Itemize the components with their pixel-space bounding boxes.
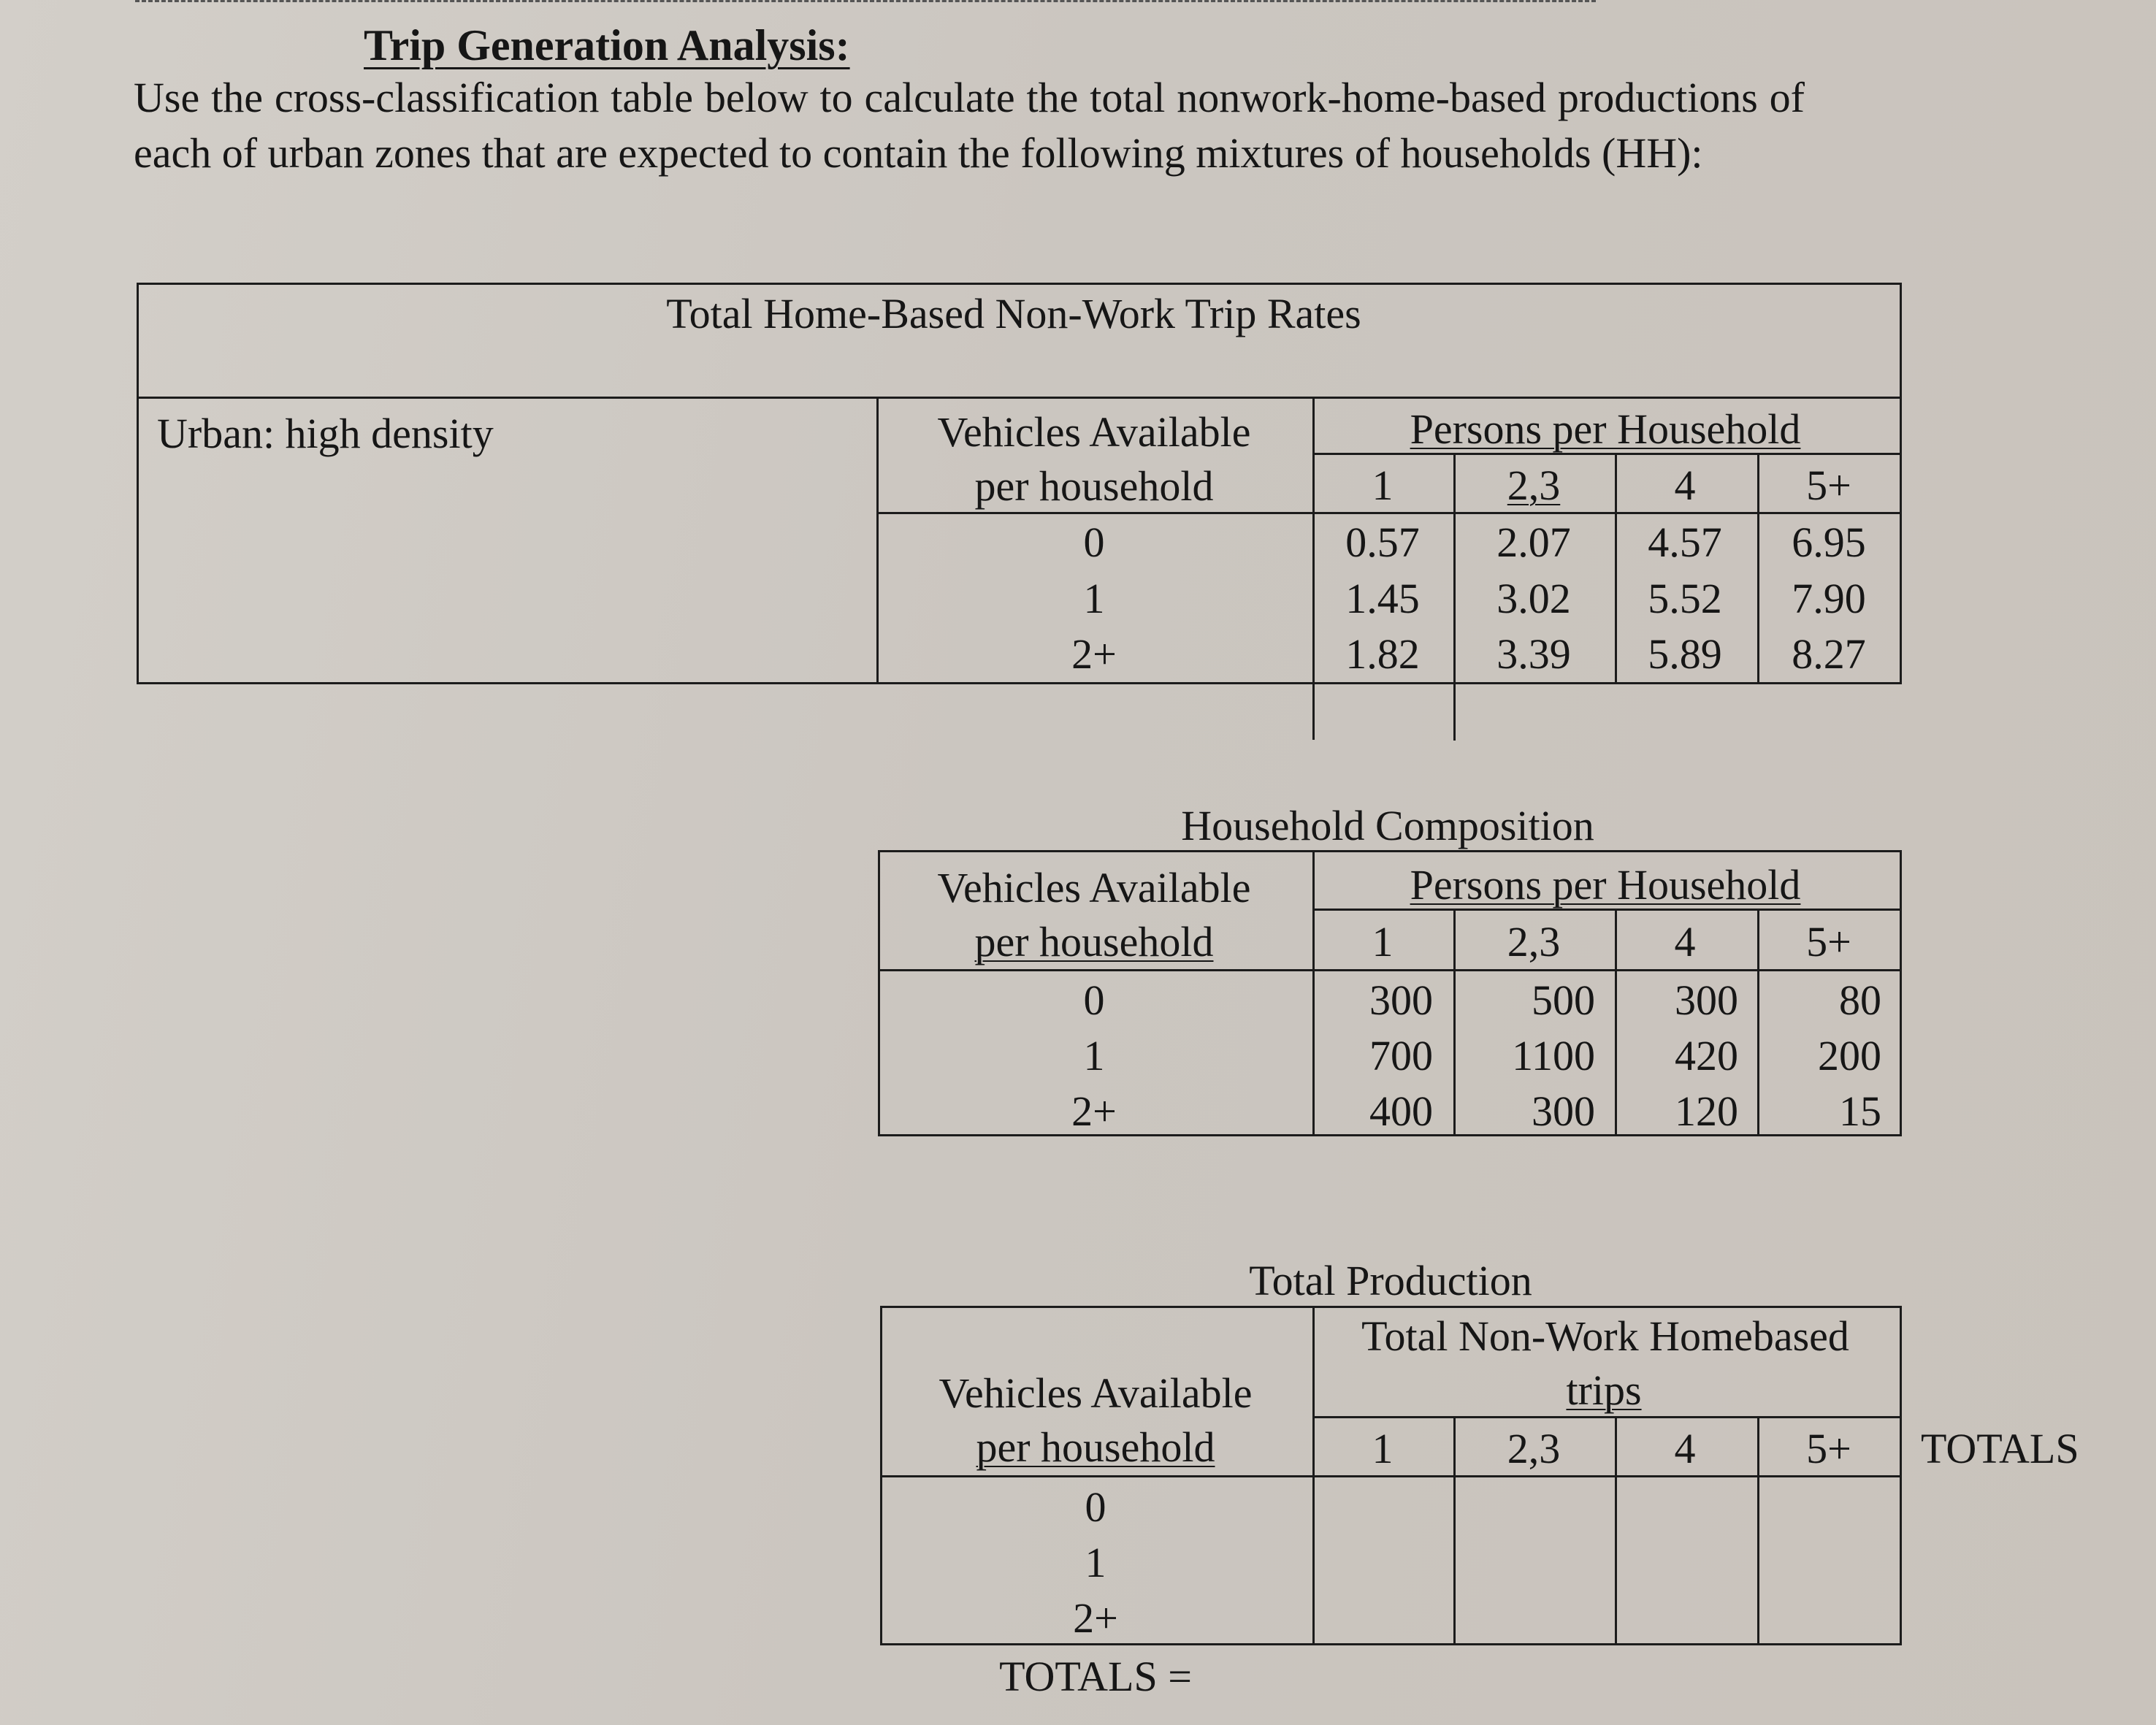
- rates-vehicles-header: Vehicles Available: [937, 408, 1251, 456]
- composition-vehicles-header: Vehicles Available: [937, 864, 1251, 911]
- rates-col-divider-3: [1757, 453, 1759, 682]
- production-row-label: 1: [1085, 1539, 1106, 1586]
- composition-header-divider: [878, 969, 1902, 971]
- composition-row-label: 1: [1083, 1032, 1105, 1079]
- composition-vehicles-subheader: per household: [974, 918, 1214, 965]
- production-totals-row-label: TOTALS =: [999, 1653, 1192, 1700]
- rates-col-header: 4: [1674, 462, 1696, 509]
- composition-border-top: [878, 850, 1902, 852]
- production-row-label: 2+: [1073, 1594, 1118, 1642]
- rates-persons-left-divider: [1312, 397, 1315, 740]
- rates-cell: 5.89: [1648, 630, 1722, 678]
- rates-cell: 8.27: [1792, 630, 1866, 678]
- composition-cell: 300: [1675, 976, 1738, 1024]
- composition-col-divider-3: [1757, 909, 1759, 1136]
- composition-cell: 80: [1839, 976, 1881, 1024]
- composition-vehicles-divider: [1312, 850, 1315, 1136]
- composition-cell: 300: [1369, 976, 1433, 1024]
- rates-col-header: 5+: [1806, 462, 1851, 509]
- production-border-bottom: [880, 1643, 1902, 1645]
- composition-border-left: [878, 850, 880, 1136]
- top-dashed-rule: [135, 0, 1596, 4]
- composition-cell: 120: [1675, 1087, 1738, 1135]
- composition-col-header: 5+: [1806, 918, 1851, 965]
- rates-cell: 2.07: [1496, 519, 1571, 566]
- rates-cell: 7.90: [1792, 575, 1866, 622]
- rates-vehicles-subheader: per household: [974, 462, 1214, 510]
- production-vehicles-subheader: per household: [976, 1423, 1215, 1471]
- rates-cell: 4.57: [1648, 519, 1722, 566]
- composition-cell: 700: [1369, 1032, 1433, 1079]
- rates-col-divider-2: [1615, 453, 1617, 682]
- composition-table-title: Household Composition: [1181, 802, 1594, 849]
- composition-cell: 300: [1532, 1087, 1595, 1135]
- composition-cell: 400: [1369, 1087, 1433, 1135]
- production-vehicles-divider: [1312, 1306, 1315, 1645]
- rates-border-top: [137, 283, 1902, 285]
- rates-row-label: 1: [1083, 575, 1105, 622]
- rates-table-title: Total Home-Based Non-Work Trip Rates: [666, 290, 1361, 337]
- rates-border-left: [137, 283, 139, 684]
- production-border-top: [880, 1306, 1902, 1308]
- rates-cell: 1.45: [1345, 575, 1420, 622]
- production-col-header: 5+: [1806, 1425, 1851, 1472]
- rates-col-header: 1: [1372, 462, 1394, 509]
- production-col-divider-1: [1453, 1416, 1456, 1645]
- rates-persons-header: Persons per Household: [1410, 405, 1801, 453]
- rates-cell: 5.52: [1648, 575, 1722, 622]
- production-trips-header: Total Non-Work Homebased: [1361, 1312, 1849, 1360]
- intro-paragraph: Use the cross-classification table below to calculate the total nonwork-home-based productions of each of urban zones that are expected to contain the following mixtures of households (HH):: [134, 74, 1805, 177]
- composition-cell: 500: [1532, 976, 1595, 1024]
- production-trips-subheader: trips: [1566, 1366, 1642, 1414]
- page-title: Trip Generation Analysis:: [364, 21, 850, 69]
- rates-area-label: Urban: high density: [157, 410, 494, 457]
- composition-row-label: 2+: [1071, 1087, 1117, 1135]
- rates-border-right: [1900, 283, 1902, 684]
- composition-persons-divider: [1312, 909, 1902, 911]
- composition-cell: 1100: [1512, 1032, 1595, 1079]
- rates-cell: 0.57: [1345, 519, 1420, 566]
- composition-col-header: 1: [1372, 918, 1394, 965]
- composition-col-header: 4: [1674, 918, 1696, 965]
- rates-title-divider: [137, 397, 1902, 399]
- rates-cell: 3.39: [1496, 630, 1571, 678]
- rates-cell: 3.02: [1496, 575, 1571, 622]
- production-totals-column-label: TOTALS: [1921, 1425, 2079, 1472]
- rates-border-bottom: [137, 682, 1902, 684]
- rates-row-label: 0: [1083, 519, 1105, 566]
- composition-col-divider-2: [1615, 909, 1617, 1136]
- composition-cell: 420: [1675, 1032, 1738, 1079]
- composition-cell: 15: [1839, 1087, 1881, 1135]
- production-col-divider-2: [1615, 1416, 1617, 1645]
- composition-row-label: 0: [1083, 976, 1105, 1024]
- production-col-header: 1: [1372, 1425, 1394, 1472]
- production-col-divider-3: [1757, 1416, 1759, 1645]
- production-table-title: Total Production: [1249, 1257, 1532, 1304]
- production-header-divider: [880, 1475, 1902, 1477]
- rates-cell: 6.95: [1792, 519, 1866, 566]
- composition-cell: 200: [1818, 1032, 1881, 1079]
- rates-row-label: 2+: [1071, 630, 1117, 678]
- composition-col-divider-1: [1453, 909, 1456, 1136]
- composition-border-right: [1900, 850, 1902, 1136]
- rates-cell: 1.82: [1345, 630, 1420, 678]
- production-col-header: 2,3: [1507, 1425, 1561, 1472]
- production-border-right: [1900, 1306, 1902, 1645]
- production-col-header: 4: [1674, 1425, 1696, 1472]
- rates-persons-divider: [1312, 453, 1902, 455]
- rates-col-divider-1: [1453, 453, 1456, 741]
- rates-header-divider: [876, 512, 1902, 514]
- production-border-left: [880, 1306, 882, 1645]
- production-row-label: 0: [1085, 1483, 1106, 1531]
- production-vehicles-header: Vehicles Available: [939, 1369, 1253, 1417]
- rates-vehicles-divider: [876, 397, 879, 684]
- production-trips-divider: [1312, 1416, 1902, 1418]
- rates-col-header: 2,3: [1507, 462, 1561, 509]
- composition-persons-header: Persons per Household: [1410, 861, 1801, 909]
- composition-col-header: 2,3: [1507, 918, 1561, 965]
